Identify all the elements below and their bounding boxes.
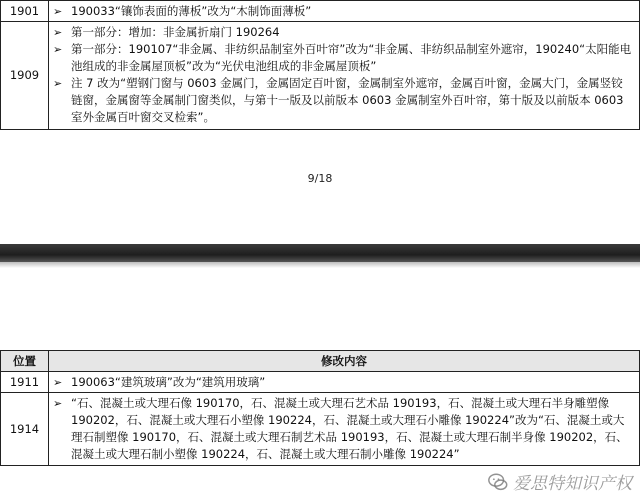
watermark [487,469,632,494]
list-item: ➢ 190063“建筑玻璃”改为“建筑用玻璃” [53,374,266,389]
amendment-table-bottom [0,350,640,466]
content-cell [49,22,640,130]
table-row [1,1,640,22]
column-header-content: 修改内容 [49,351,640,372]
document-page-bottom [0,262,640,504]
table-header-row [1,351,640,372]
bullet-arrow-icon: ➢ [53,375,63,389]
list-item: ➢ “石、混凝土或大理石像 190170，石、混凝土或大理石艺术品 190193，石、混凝土或大理石半身雕塑像 190202，石、混凝土或大理石小塑像 190224，石、混凝土或大理石小雕像 190224”改为“石、混凝土或大理石制塑像 190170，石、混凝土或大理石制艺术品 190193，石、混凝土或大理石制半身像 190202，石、混凝土或大理石制小塑像 190224，石、混凝土或大理石制小雕像 190224” [53,396,628,461]
list-item: ➢ 190033“镶饰表面的薄板”改为“木制饰面薄板” [53,3,312,18]
bullet-arrow-icon: ➢ [53,77,63,90]
content-cell [49,393,640,466]
page-separator [0,244,640,262]
amendment-table-top [0,0,640,130]
document-page-top [0,0,640,244]
position-cell: 1909 [1,22,49,130]
list-item: ➢ 第一部分：增加：非金属折扇门 190264 [53,25,280,39]
table-row [1,372,640,393]
page-shadow [0,262,640,268]
content-cell [49,1,640,22]
list-item: ➢ 第一部分：190107“非金属、非纺织品制室外百叶帘”改为“非金属、非纺织品制室外遮帘，190240“太阳能电池组成的非金属屋顶板”改为“光伏电池组成的非金属屋顶板” [53,42,632,73]
bullet-arrow-icon: ➢ [53,397,63,410]
position-cell: 1914 [1,393,49,466]
bullet-arrow-icon: ➢ [53,26,63,39]
table-row [1,22,640,130]
bullet-arrow-icon: ➢ [53,43,63,56]
position-cell: 1901 [1,1,49,22]
bullet-arrow-icon: ➢ [53,4,63,18]
table-row [1,393,640,466]
page-number: 9/18 [307,172,333,185]
list-item: ➢ 注 7 改为“塑钢门窗与 0603 金属门，金属固定百叶窗，金属制室外遮帘，金属百叶窗，金属大门，金属竖铰链窗，金属窗等金属制门窗类似，与第十一版及以前版本 0603 金属制室外百叶帘，第十版及以前版本 0603 室外金属百叶窗交叉检索”。 [53,76,624,124]
content-cell [49,372,640,393]
wechat-icon [487,471,509,493]
column-header-position: 位置 [1,351,49,372]
watermark-text: 爱思特知识产权 [513,474,632,494]
position-cell: 1911 [1,372,49,393]
